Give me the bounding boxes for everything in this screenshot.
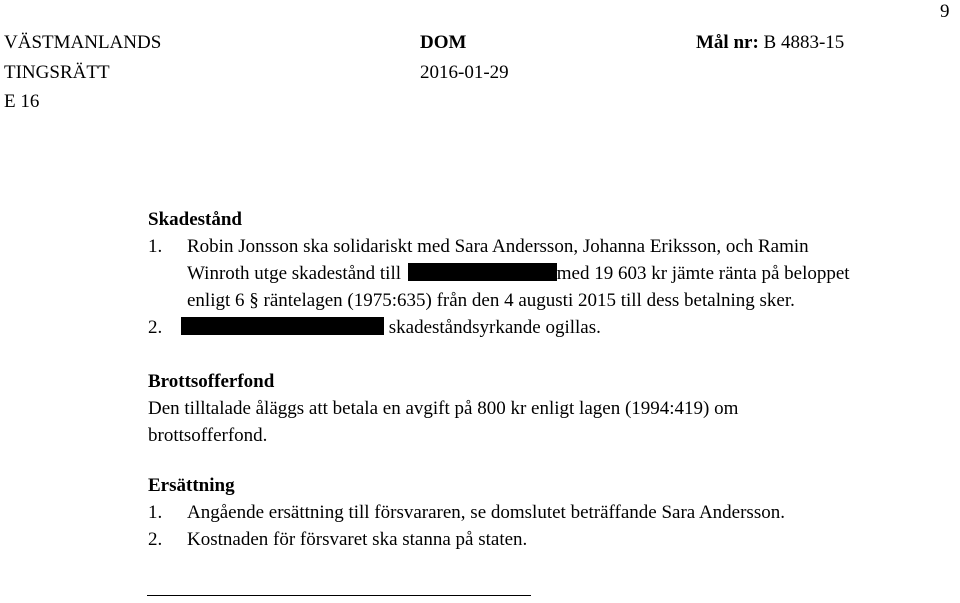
- victim-fund-line1: Den tilltalade åläggs att betala en avgift på 800 kr enligt lagen (1994:419) om: [148, 398, 739, 419]
- document-date: 2016-01-29: [420, 62, 509, 83]
- compensation-item1-number: 1.: [148, 502, 163, 523]
- damages-item1-number: 1.: [148, 236, 163, 257]
- damages-item1-line2: [187, 262, 850, 285]
- redaction-block: [181, 317, 384, 335]
- victim-fund-line2: brottsofferfond.: [148, 425, 268, 446]
- case-number-label: Mål nr:: [696, 32, 759, 53]
- redaction-block: [408, 263, 557, 281]
- damages-item1-line1: Robin Jonsson ska solidariskt med Sara Andersson, Johanna Eriksson, och Ramin: [187, 236, 809, 257]
- compensation-item1-text: Angående ersättning till försvararen, se domslutet beträffande Sara Andersson.: [187, 502, 785, 523]
- document-type: DOM: [420, 32, 467, 53]
- damages-item2: [148, 316, 601, 339]
- damages-item1-line2-before: Winroth utge skadestånd till: [187, 263, 402, 284]
- page-number: 9: [940, 1, 950, 22]
- signature-line: [147, 595, 531, 596]
- victim-fund-heading: Brottsofferfond: [148, 371, 275, 392]
- compensation-item2-number: 2.: [148, 529, 163, 550]
- damages-item1-line3: enligt 6 § räntelagen (1975:635) från den 4 augusti 2015 till dess betalning sker.: [187, 290, 795, 311]
- damages-heading: Skadestånd: [148, 209, 242, 230]
- court-name-line1: VÄSTMANLANDS: [4, 32, 162, 53]
- court-name-line2: TINGSRÄTT: [4, 62, 110, 83]
- court-division: E 16: [4, 91, 40, 112]
- damages-item2-text: skadeståndsyrkande ogillas.: [388, 317, 601, 338]
- damages-item1-line2-after: med 19 603 kr jämte ränta på beloppet: [556, 263, 850, 284]
- case-number-value: B 4883-15: [763, 32, 845, 53]
- compensation-heading: Ersättning: [148, 475, 235, 496]
- case-number: [696, 31, 844, 54]
- compensation-item2-text: Kostnaden för försvaret ska stanna på staten.: [187, 529, 528, 550]
- damages-item2-number: 2.: [148, 317, 163, 338]
